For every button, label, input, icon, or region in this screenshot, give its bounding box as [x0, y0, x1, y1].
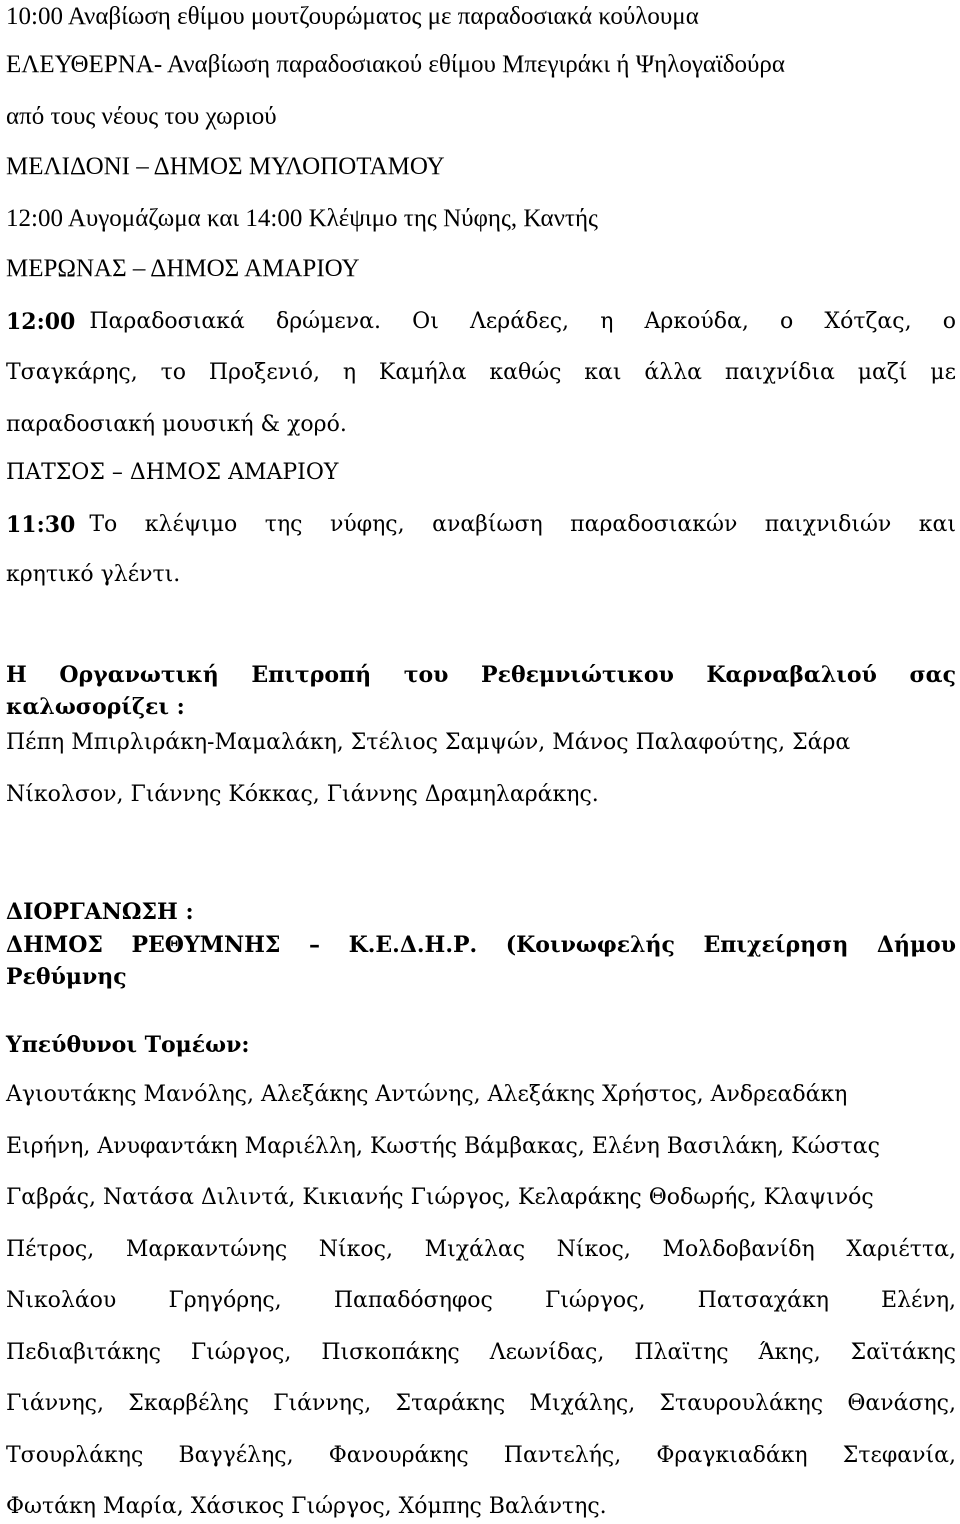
committee-welcome-heading: Η Οργανωτική Επιτροπή του Ρεθεμνιώτικου Καρναβαλιού σας	[6, 662, 956, 688]
event-line-patsos	[6, 510, 956, 540]
sector-managers-line-7: Γιάννης, Σκαρβέλης Γιάννης, Σταράκης Μιχάλης, Σταυρουλάκης Θανάσης,	[6, 1391, 956, 1416]
sector-managers-line-6: Πεδιαβιτάκης Γιώργος, Πισκοπάκης Λεωνίδας, Πλαϊτης Άκης, Σαϊτάκης	[6, 1340, 956, 1365]
event-line-melidoni: 12:00 Αυγομάζωμα και 14:00 Κλέψιμο της Νύφης, Καντής	[6, 205, 598, 232]
event-line-meronas-end: παραδοσιακή μουσική & χορό.	[6, 412, 347, 437]
committee-members-cont: Νίκολσον, Γιάννης Κόκκας, Γιάννης Δραμηλαράκης.	[6, 782, 599, 807]
committee-members: Πέπη Μπιρλιράκη-Μαμαλάκη, Στέλιος Σαμψών, Μάνος Παλαφούτης, Σάρα	[6, 730, 851, 755]
event-line-mountzouroma: 10:00 Αναβίωση εθίμου μουτζουρώματος με παραδοσιακά κούλουμα	[6, 3, 699, 30]
event-line-eleftherna-cont: από τους νέους του χωριού	[6, 103, 277, 130]
event-line-eleftherna: ΕΛΕΥΘΕΡΝΑ- Αναβίωση παραδοσιακού εθίμου Μπεγιράκι ή Ψηλογαϊδούρα	[6, 51, 785, 78]
committee-welcome-heading-end: καλωσορίζει :	[6, 694, 185, 720]
sector-managers-heading: Υπεύθυνοι Τομέων:	[6, 1032, 250, 1058]
location-heading-melidoni: ΜΕΛΙΔΟΝΙ – ΔΗΜΟΣ ΜΥΛΟΠΟΤΑΜΟΥ	[6, 153, 445, 180]
event-line-meronas	[6, 307, 956, 337]
event-time: 12:00	[6, 309, 76, 335]
event-time: 11:30	[6, 512, 76, 538]
sector-managers-line-2: Ειρήνη, Ανυφαντάκη Μαριέλλη, Κωστής Βάμβακας, Ελένη Βασιλάκη, Κώστας	[6, 1134, 880, 1159]
event-description: Το κλέψιμο της νύφης, αναβίωση παραδοσιακών παιχνιδιών και	[89, 512, 956, 537]
sector-managers-line-8: Τσουρλάκης Βαγγέλης, Φανουράκης Παντελής, Φραγκιαδάκη Στεφανία,	[6, 1443, 956, 1468]
organization-heading: ΔΙΟΡΓΑΝΩΣΗ :	[6, 899, 194, 925]
sector-managers-line-4: Πέτρος, Μαρκαντώνης Νίκος, Μιχάλας Νίκος, Μολδοβανίδη Χαριέττα,	[6, 1237, 956, 1262]
sector-managers-line-1: Αγιουτάκης Μανόλης, Αλεξάκης Αντώνης, Αλεξάκης Χρήστος, Ανδρεαδάκη	[6, 1082, 848, 1107]
sector-managers-line-3: Γαβράς, Νατάσα Διλιντά, Κικιανής Γιώργος, Κελαράκης Θοδωρής, Κλαψινός	[6, 1185, 874, 1210]
event-description: Παραδοσιακά δρώμενα. Οι Λεράδες, η Αρκούδα, ο Χότζας, ο	[89, 309, 956, 334]
sector-managers-line-5: Νικολάου Γρηγόρης, Παπαδόσηφος Γιώργος, Πατσαχάκη Ελένη,	[6, 1288, 956, 1313]
event-line-patsos-end: κρητικό γλέντι.	[6, 562, 181, 587]
sector-managers-line-9: Φωτάκη Μαρία, Χάσικος Γιώργος, Χόμπης Βαλάντης.	[6, 1494, 607, 1519]
organization-name-end: Ρεθύμνης	[6, 964, 127, 990]
location-heading-patsos: ΠΑΤΣΟΣ – ΔΗΜΟΣ ΑΜΑΡΙΟΥ	[6, 460, 339, 485]
event-line-meronas-cont: Τσαγκάρης, το Προξενιό, η Καμήλα καθώς και άλλα παιχνίδια μαζί με	[6, 360, 956, 385]
location-heading-meronas: ΜΕΡΩΝΑΣ – ΔΗΜΟΣ ΑΜΑΡΙΟΥ	[6, 255, 360, 282]
organization-name: ΔΗΜΟΣ ΡΕΘΥΜΝΗΣ – Κ.Ε.Δ.Η.Ρ. (Κοινωφελής Επιχείρηση Δήμου	[6, 932, 956, 958]
